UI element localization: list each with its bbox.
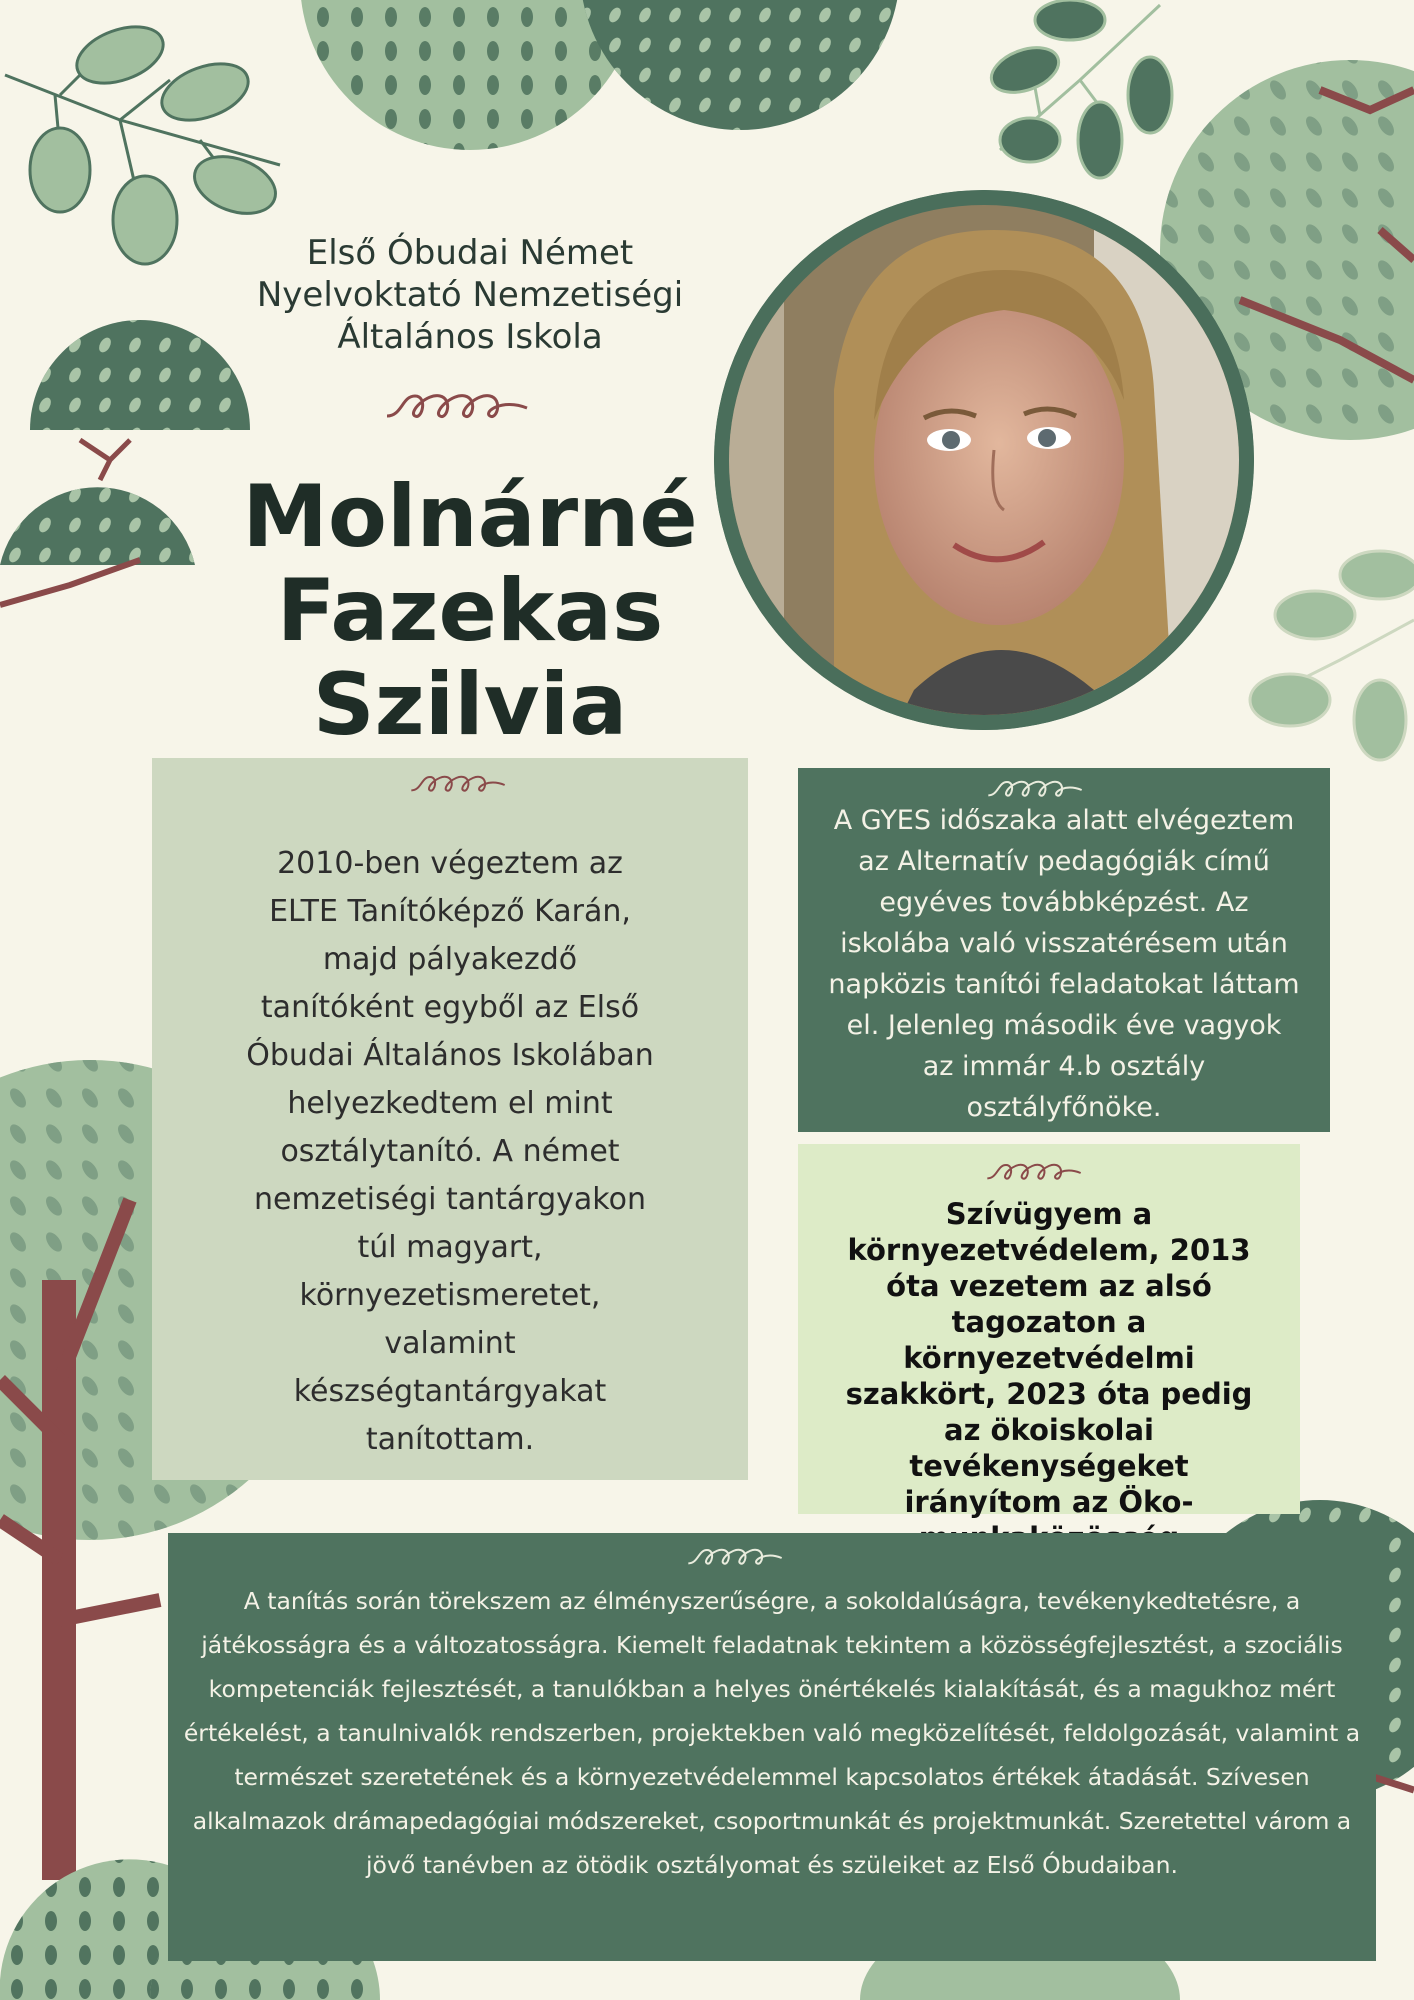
career-section [798,768,1330,1132]
school-name: Első Óbudai Német Nyelvoktató Nemzetiségi Általános Iskola [256,233,684,357]
leaf-branch-icon [985,0,1172,178]
education-section [152,758,748,1480]
leaf-branch-icon [1250,551,1414,760]
environment-text: Szívügyem a környezetvédelem, 2013 óta vezetem az alsó tagozaton a környezetvédelmi szakkört, 2023 óta pedig az ökoiskolai tevékenységeket irányítom az Öko- [845,1197,1253,1519]
squiggle-ornament-icon [984,1158,1084,1188]
education-text: 2010-ben végeztem az ELTE Tanítóképző Karán, majd pályakezdő tanítóként egyből az Első Óbudai Általános Iskolában helyezkedtem el mint osztálytanító. A német nemzetiségi tantárgyakon túl magyart, környezetismeretet, valamint készségtantárgyakat tanítottam. [246,846,654,1457]
squiggle-ornament-icon [408,770,508,800]
squiggle-ornament-icon [382,388,532,428]
leaf-branch-icon [5,16,283,264]
portrait-photo-icon [714,190,1254,730]
career-text: A GYES időszaka alatt elvégeztem az Alternatív pedagógiák című egyéves továbbképzést. Az iskolába való visszatérésem után napközis tanítói feladatokat láttam el. Jelenleg második éve vagyok az immár 4.b osztály osztályfőnöke. [828,805,1300,1123]
teaching-text: A tanítás során törekszem az élményszerűségre, a sokoldalúságra, tevékenykedtetésre, a játékosságra és a változatosságra. Kiemelt feladatnak tekintem a közösségfejlesztést, a szociális kompetenciák fejlesztését, a tanulókban a helyes önértékelés kialakítását, és a magukhoz mért értékelést, a tanulnivalók rendszerben, projektekben való megközelítését, feldolgozását, valamint a természet szeretetének és a környezetvédelemmel kapcsolatos értékek átadását. Szívesen alkalmazok drámapedagógiai módszereket, csoportmunkát és projektmunkát. Szeretettel várom a jövő tanévben az ötödik osztályomat és szüleiket az Első Óbudaiban. [183,1587,1361,1879]
environment-section [798,1144,1300,1519]
squiggle-ornament-icon [985,775,1085,805]
squiggle-ornament-icon [685,1543,785,1573]
teaching-section [168,1533,1376,1961]
person-name: Molnárné Fazekas Szilvia [242,467,698,755]
tree-illustration-icon [300,0,900,150]
